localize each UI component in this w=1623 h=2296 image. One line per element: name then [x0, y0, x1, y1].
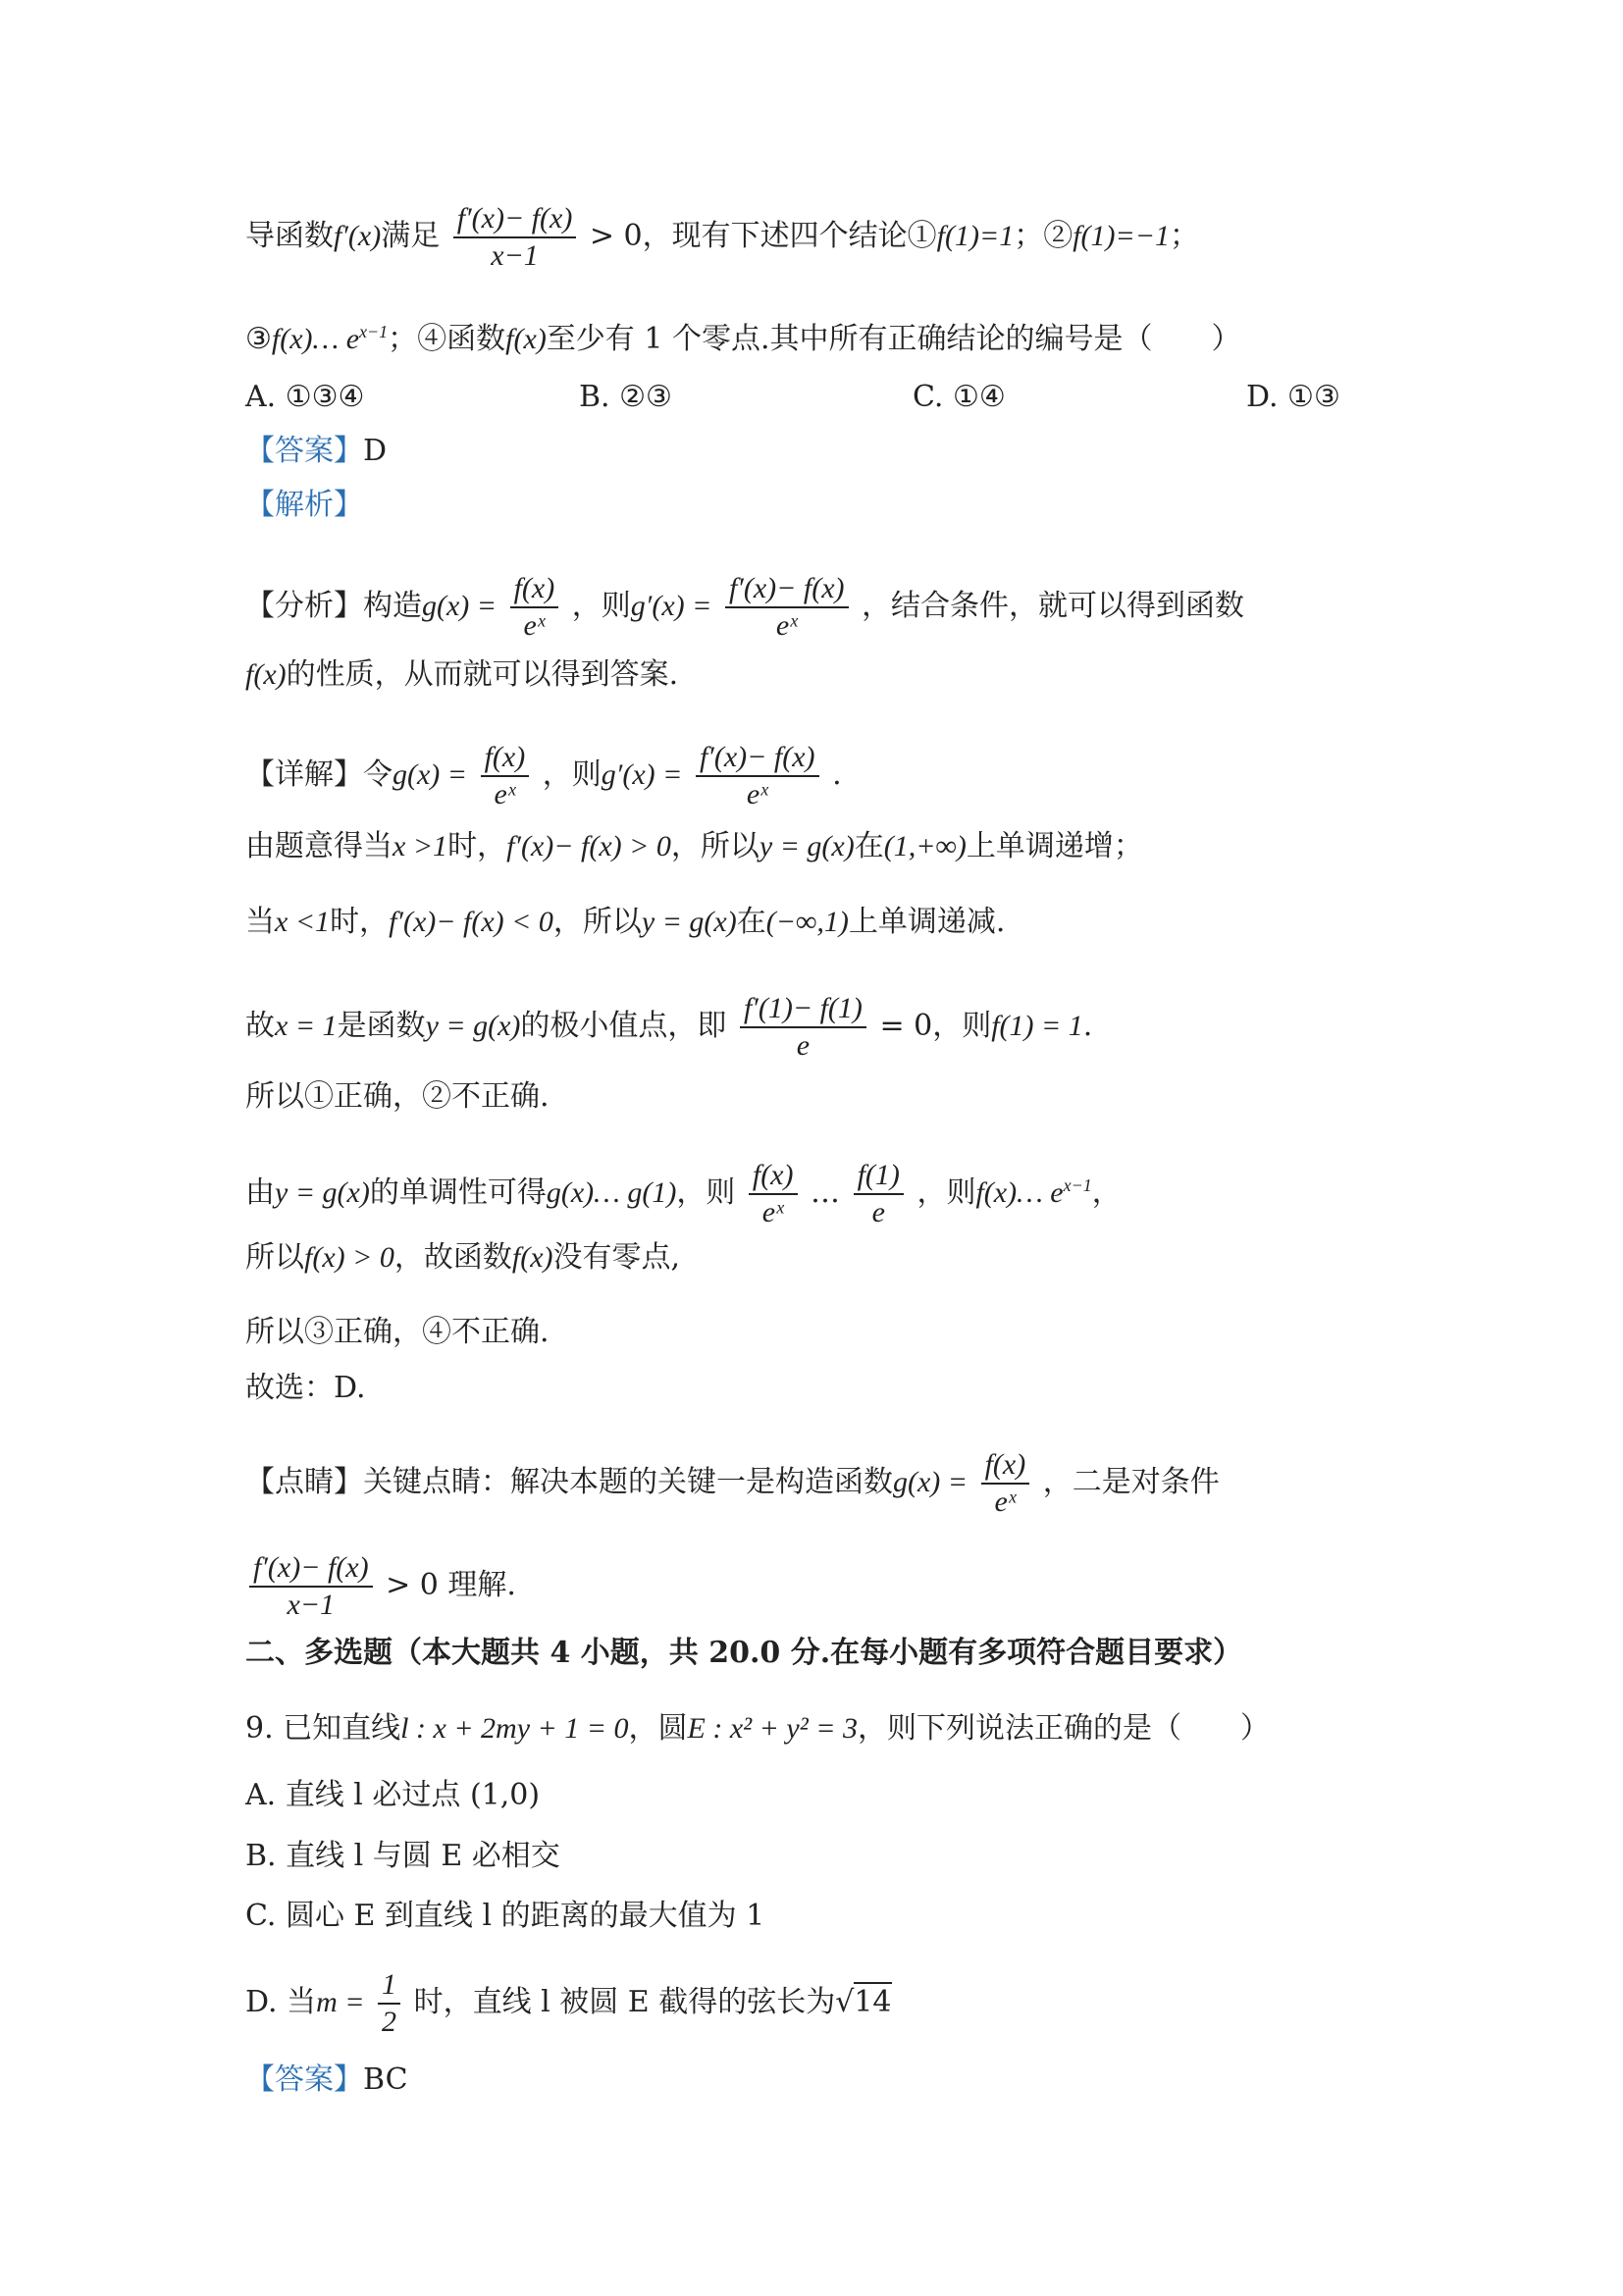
q8-c2-lead: ；② — [1014, 219, 1073, 253]
q9-line-eq: l : x + 2my + 1 = 0 — [400, 1712, 629, 1745]
fenxi-t3: ，结合条件，就可以得到函数 — [862, 589, 1245, 623]
step1-y: y = g(x) — [759, 830, 855, 862]
dianjing-num: f(x) — [981, 1447, 1030, 1485]
answer-1-value: D — [363, 434, 388, 468]
fenxi-num2: f′(x)− f(x) — [725, 571, 849, 608]
fenxi-t1: 构造 — [363, 589, 422, 623]
q9-optd-den: 2 — [382, 2006, 397, 2038]
step1-b: 时， — [447, 829, 507, 863]
fenxi-den2: eˣ — [775, 609, 798, 642]
xiangjie-g: g(x) = — [393, 758, 468, 791]
dianjing-fraction-2 — [249, 1550, 373, 1623]
dianjing-tag: 【点睛】 — [245, 1465, 363, 1499]
step3-fraction — [740, 991, 866, 1064]
dianjing-t1: 关键点睛：解决本题的关键一是构造函数 — [363, 1465, 893, 1499]
q8-cond-rel: > 0，现有下述四个结论① — [589, 219, 937, 253]
step6-ineq: f(x) > 0 — [304, 1241, 394, 1274]
analysis-tag — [245, 486, 363, 525]
q9-optd-fraction — [378, 1967, 400, 2040]
step5-den2: e — [871, 1196, 885, 1228]
step5-fraction-1 — [749, 1158, 798, 1230]
step3-den: e — [796, 1029, 811, 1062]
step-5 — [245, 1158, 1122, 1230]
step5-a: 由 — [245, 1175, 275, 1210]
fenxi-fraction-2 — [725, 571, 849, 644]
step2-a: 当 — [245, 905, 275, 939]
xiangjie-den1: eˣ — [494, 778, 516, 810]
analysis-tag-text: 【解析】 — [245, 488, 363, 522]
dianjing-line1 — [245, 1447, 1220, 1520]
step6-a: 所以 — [245, 1240, 304, 1275]
dianjing-den: eˣ — [994, 1486, 1017, 1518]
step-4 — [245, 1077, 550, 1117]
answer-2 — [245, 2061, 408, 2100]
q8-c4-rest: 至少有 1 个零点.其中所有正确结论的编号是（ ） — [546, 322, 1241, 356]
q8-option-d: D. ①③ — [1246, 380, 1340, 414]
step2-y: y = g(x) — [641, 906, 737, 938]
step3-y: y = g(x) — [425, 1010, 521, 1042]
step-8 — [245, 1369, 366, 1408]
q8-c2-end: ； — [1170, 219, 1200, 253]
step1-interval: (1,+∞) — [883, 830, 967, 862]
step3-b: 是函数 — [337, 1009, 426, 1043]
step3-e: . — [1082, 1009, 1093, 1043]
fenxi-den1: eˣ — [523, 609, 546, 642]
step6-fx: f(x) — [511, 1241, 553, 1274]
step2-cond: x <1 — [275, 906, 331, 938]
step1-cond: x >1 — [393, 830, 448, 862]
section-2-title: 二、多选题（本大题共 4 小题，共 20.0 分.在每小题有多项符合题目要求） — [245, 1636, 1243, 1670]
q9-option-a-text: A. 直线 l 必过点 (1,0) — [245, 1778, 541, 1812]
step5-num2: f(1) — [854, 1158, 904, 1195]
step1-ineq: f′(x)− f(x) > 0 — [506, 830, 671, 862]
q8-option-b: B. ②③ — [579, 380, 672, 414]
q9-option-b-text: B. 直线 l 与圆 E 必相交 — [245, 1839, 560, 1873]
step5-y: y = g(x) — [275, 1176, 370, 1209]
q8-c3-lead: ③ — [245, 322, 272, 356]
step5-den1: eˣ — [761, 1196, 784, 1228]
q8-stem-line1 — [245, 201, 1199, 274]
q8-cond-num: f′(x)− f(x) — [453, 201, 577, 238]
q8-stem-a: 导函数 — [245, 219, 334, 253]
answer-1-tag: 【答案】 — [245, 434, 363, 468]
step3-x1: x = 1 — [275, 1010, 338, 1042]
step3-f1: f(1) = 1 — [991, 1010, 1083, 1042]
q9-optd-num: 1 — [378, 1967, 400, 2005]
dianjing-t2: ，二是对条件 — [1042, 1465, 1220, 1499]
fenxi-t2: ，则 — [571, 589, 631, 623]
section-2-heading — [245, 1634, 1242, 1673]
q8-stem-line2 — [245, 312, 1241, 359]
step2-ineq: f′(x)− f(x) < 0 — [389, 906, 553, 938]
xiangjie-fraction-2 — [696, 740, 819, 812]
step-2 — [245, 903, 1005, 942]
fenxi-fraction-1 — [510, 571, 559, 644]
xiangjie-num2: f′(x)− f(x) — [696, 740, 819, 777]
q8-fx: f(x) — [505, 323, 547, 355]
dianjing-t3: > 0 理解. — [386, 1568, 516, 1602]
dianjing-g: g(x) = — [893, 1466, 969, 1498]
xiangjie-t2: ，则 — [542, 757, 602, 792]
step-1 — [245, 827, 1143, 866]
q9-option-d — [245, 1967, 892, 2040]
q8-c3-sup: x−1 — [359, 322, 389, 341]
step2-e: 上单调递减. — [848, 905, 1006, 939]
step5-c: ，则 — [676, 1175, 736, 1210]
step7-text: 所以③正确，④不正确. — [245, 1315, 550, 1349]
q8-c4-lead: ；④函数 — [388, 322, 506, 356]
q9-optd-a: D. 当 — [245, 1985, 317, 2019]
step5-num1: f(x) — [749, 1158, 798, 1195]
fenxi-line2-fx: f(x) — [245, 658, 287, 691]
dianjing-num2: f′(x)− f(x) — [249, 1550, 373, 1588]
step2-interval: (−∞,1) — [765, 906, 849, 938]
step5-ineq: g(x)… g(1) — [546, 1176, 677, 1209]
xiangjie-t3: . — [832, 757, 842, 792]
fenxi-g: g(x) = — [422, 590, 497, 622]
step2-d: 在 — [736, 905, 766, 939]
q9-option-b — [245, 1837, 560, 1876]
q8-option-c: C. ①④ — [913, 380, 1006, 414]
q8-fprime: f′(x) — [334, 220, 382, 252]
fenxi-num1: f(x) — [510, 571, 559, 608]
answer-2-value: BC — [363, 2062, 408, 2097]
sqrt-icon: √ — [835, 1985, 855, 2019]
step1-a: 由题意得当 — [245, 829, 393, 863]
q9-optd-root: 14 — [854, 1982, 891, 2019]
step3-c: 的极小值点，即 — [520, 1009, 727, 1043]
xiangjie-fraction-1 — [481, 740, 530, 812]
dianjing-fraction-1 — [981, 1447, 1030, 1520]
q9-stem — [245, 1709, 1270, 1748]
fenxi-line2 — [245, 655, 678, 695]
step3-num: f′(1)− f(1) — [740, 991, 866, 1028]
q8-stem-b: 满足 — [381, 219, 441, 253]
step1-d: 在 — [854, 829, 884, 863]
step5-res: f(x)… e — [975, 1176, 1064, 1209]
step5-fraction-2 — [854, 1158, 904, 1230]
step2-b: 时， — [330, 905, 390, 939]
fenxi-tag: 【分析】 — [245, 589, 363, 623]
step1-c: ，所以 — [670, 829, 759, 863]
step-7 — [245, 1313, 550, 1352]
step3-d: = 0，则 — [879, 1009, 992, 1043]
q9-option-a — [245, 1776, 540, 1815]
xiangjie-line — [245, 740, 842, 812]
q8-conclusion-3: f(x)… e — [271, 323, 360, 355]
step6-c: 没有零点, — [552, 1240, 681, 1275]
xiangjie-gp: g′(x) = — [601, 758, 683, 791]
q8-condition-fraction — [453, 201, 577, 274]
q8-cond-den: x−1 — [491, 239, 539, 272]
step5-d: ，则 — [916, 1175, 976, 1210]
step2-c: ，所以 — [552, 905, 642, 939]
q8-conclusion-2: f(1)=−1 — [1073, 220, 1171, 252]
dianjing-den2: x−1 — [287, 1589, 336, 1621]
xiangjie-t1: 令 — [363, 757, 393, 792]
q9-option-c-text: C. 圆心 E 到直线 l 的距离的最大值为 1 — [245, 1899, 765, 1933]
step4-text: 所以①正确，②不正确. — [245, 1079, 550, 1114]
q9-optd-b: 时，直线 l 被圆 E 截得的弦长为 — [413, 1985, 836, 2019]
answer-2-tag: 【答案】 — [245, 2062, 363, 2097]
step5-geq: … — [811, 1175, 841, 1210]
step6-b: ，故函数 — [393, 1240, 512, 1275]
step-6 — [245, 1238, 680, 1278]
q9-optd-m: m = — [316, 1986, 365, 2018]
fenxi-gp: g′(x) = — [630, 590, 712, 622]
xiangjie-den2: eˣ — [746, 778, 768, 810]
xiangjie-tag: 【详解】 — [245, 757, 363, 792]
answer-1 — [245, 432, 387, 471]
q9-a: 9. 已知直线 — [245, 1711, 401, 1746]
fenxi-line2-text: 的性质，从而就可以得到答案. — [286, 657, 679, 692]
fenxi-line1 — [245, 571, 1244, 644]
step1-e: 上单调递增； — [966, 829, 1143, 863]
xiangjie-num1: f(x) — [481, 740, 530, 777]
q8-conclusion-1: f(1)=1 — [936, 220, 1015, 252]
step-3 — [245, 991, 1092, 1064]
q9-circle-eq: E : x² + y² = 3 — [687, 1712, 858, 1745]
step5-b: 的单调性可得 — [369, 1175, 547, 1210]
step5-e: ， — [1091, 1175, 1122, 1210]
q9-c: ，则下列说法正确的是（ ） — [857, 1711, 1270, 1746]
step8-text: 故选：D. — [245, 1371, 366, 1405]
q9-b: ，圆 — [628, 1711, 688, 1746]
dianjing-line2 — [245, 1550, 516, 1623]
step3-a: 故 — [245, 1009, 275, 1043]
step5-sup: x−1 — [1063, 1175, 1092, 1195]
q8-option-a: A. ①③④ — [245, 380, 365, 414]
q9-option-c — [245, 1897, 764, 1936]
q8-options — [245, 378, 1580, 417]
